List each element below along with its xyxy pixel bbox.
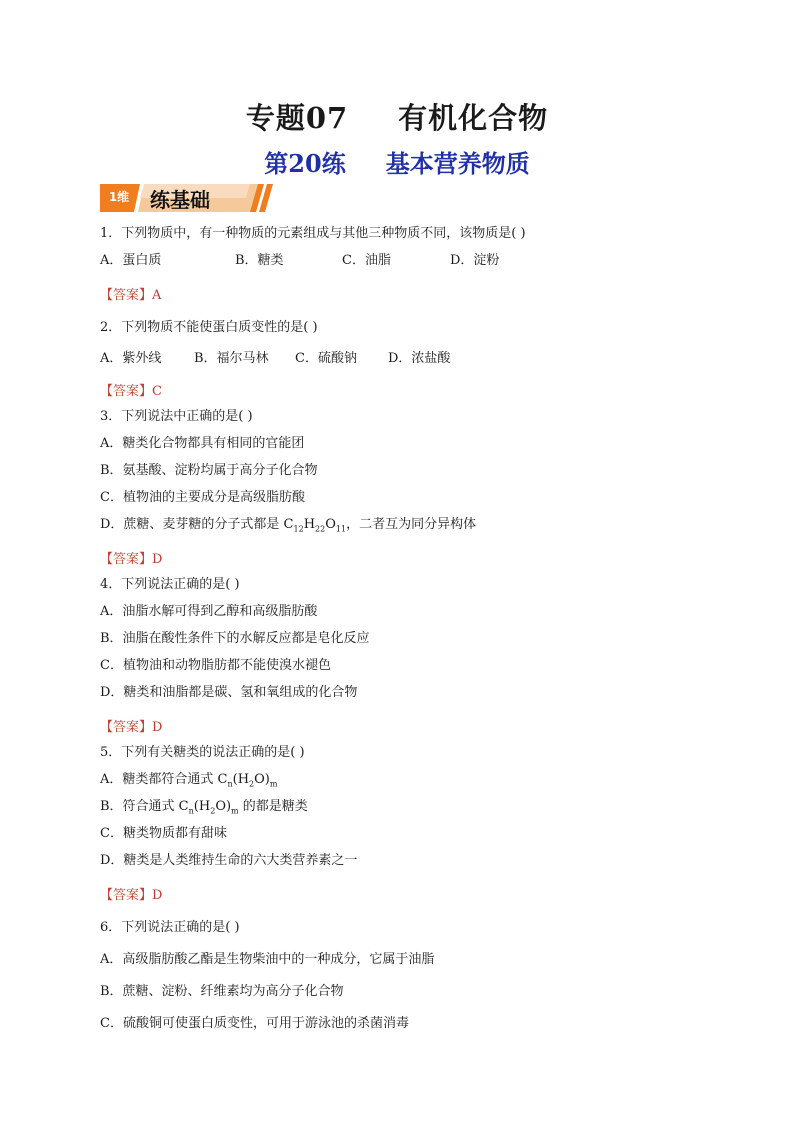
section-banner xyxy=(100,180,275,218)
option: B．糖类 xyxy=(235,253,284,268)
option: A．蛋白质 xyxy=(100,253,162,268)
option-row xyxy=(100,347,450,366)
section-tag: 1维 xyxy=(108,190,130,204)
section-label: 练基础 xyxy=(150,188,210,212)
option: C．糖类物质都有甜味 xyxy=(100,826,227,841)
subtitle-lesson-number: 第20练 xyxy=(264,149,346,178)
answer: 【答案】C xyxy=(100,384,162,399)
question-stem: 4．下列说法正确的是( ) xyxy=(100,577,240,592)
question-stem: 1．下列物质中，有一种物质的元素组成与其他三种物质不同，该物质是( ) xyxy=(100,226,526,241)
answer: 【答案】A xyxy=(100,288,162,303)
option: C．硫酸钠 xyxy=(295,351,357,366)
option: C．植物油和动物脂肪都不能使溴水褪色 xyxy=(100,658,331,673)
option: A．紫外线 xyxy=(100,351,162,366)
title-topic-name: 有机化合物 xyxy=(398,101,549,135)
option: A．油脂水解可得到乙醇和高级脂肪酸 xyxy=(100,604,318,619)
question-stem: 2．下列物质不能使蛋白质变性的是( ) xyxy=(100,320,318,335)
question-stem: 3．下列说法中正确的是( ) xyxy=(100,409,253,424)
option: D．浓盐酸 xyxy=(388,351,451,366)
option: D．淀粉 xyxy=(450,253,500,268)
option: B．氨基酸、淀粉均属于高分子化合物 xyxy=(100,463,318,478)
subtitle-lesson-name: 基本营养物质 xyxy=(385,149,530,178)
option: D．糖类和油脂都是碳、氢和氧组成的化合物 xyxy=(100,685,358,700)
answer: 【答案】D xyxy=(100,888,163,903)
option: C．硫酸铜可使蛋白质变性，可用于游泳池的杀菌消毒 xyxy=(100,1016,409,1031)
answer: 【答案】D xyxy=(100,552,163,567)
option: B．符合通式 $C_n(H_2O)_m$ 的都是糖类 xyxy=(100,799,308,816)
answer: 【答案】D xyxy=(100,720,163,735)
page-subtitle xyxy=(0,144,794,179)
option: A．糖类化合物都具有相同的官能团 xyxy=(100,436,305,451)
option: D．糖类是人类维持生命的六大类营养素之一 xyxy=(100,853,358,868)
question-stem: 5．下列有关糖类的说法正确的是( ) xyxy=(100,745,305,760)
option: C．油脂 xyxy=(342,253,391,268)
option: B．油脂在酸性条件下的水解反应都是皂化反应 xyxy=(100,631,370,646)
option: D．蔗糖、麦芽糖的分子式都是 $C_{12}H_{22}O_{11}$，二者互为同分异构体 xyxy=(100,517,477,534)
option-row xyxy=(100,249,499,268)
option: A．高级脂肪酸乙酯是生物柴油中的一种成分，它属于油脂 xyxy=(100,952,435,967)
option: C．植物油的主要成分是高级脂肪酸 xyxy=(100,490,305,505)
title-topic-number: 专题07 xyxy=(245,101,349,135)
option: B．福尔马林 xyxy=(194,351,269,366)
question-stem: 6．下列说法正确的是( ) xyxy=(100,920,240,935)
page-title xyxy=(0,96,794,137)
option: A．糖类都符合通式 $C_n(H_2O)_m$ xyxy=(100,772,278,789)
option: B．蔗糖、淀粉、纤维素均为高分子化合物 xyxy=(100,984,344,999)
